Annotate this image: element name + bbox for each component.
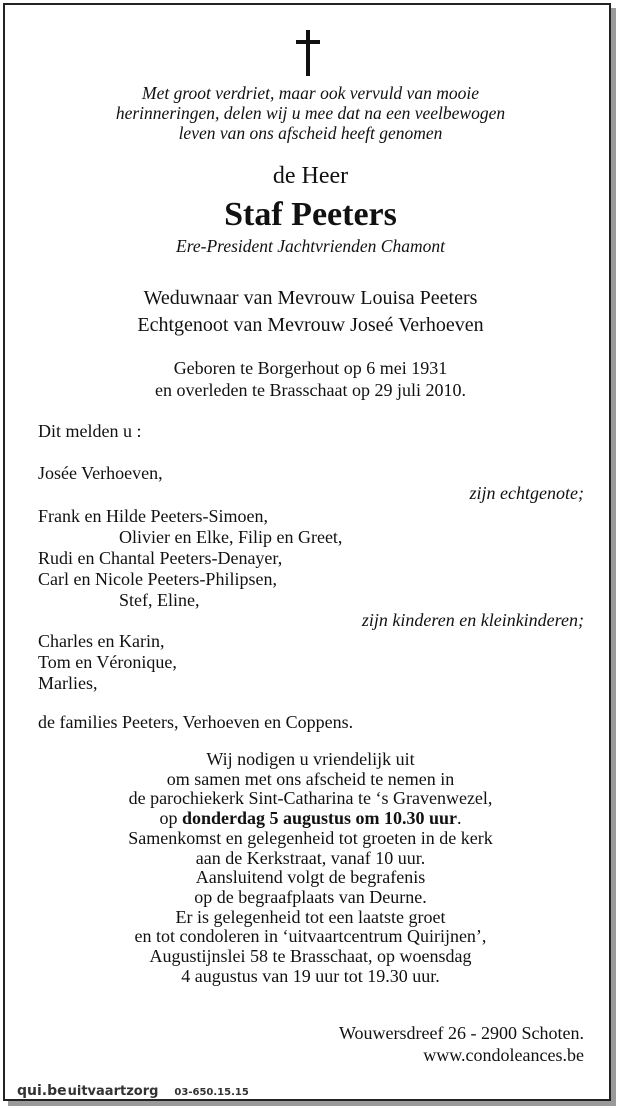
invitation-line: Samenkomst en gelegenheid tot groeten in de kerk	[128, 827, 493, 848]
family-grandchildren: Stef, Eline,	[119, 590, 200, 610]
invitation-line: de parochiekerk Sint-Catharina te ‘s Gravenwezel,	[128, 788, 493, 809]
invitation-line: Aansluitend volgt de begrafenis	[195, 867, 426, 888]
funeral-date: donderdag 5 augustus om 10.30 uur	[181, 808, 458, 829]
invitation-line: Wij nodigen u vriendelijk uit	[206, 749, 415, 769]
invitation-line: 4 augustus van 19 uur tot 19.30 uur.	[181, 965, 440, 986]
footer-branding	[17, 1080, 249, 1098]
intro-line: herinneringen, delen wij u mee dat na een veelbewogen	[115, 103, 506, 123]
intro-line: Met groot verdriet, maar ook vervuld van mooie	[142, 83, 479, 103]
invitation-text	[0, 750, 621, 986]
brand-logo: qui.be	[17, 1083, 67, 1099]
funeral-date-line: op donderdag 5 augustus om 10.30 uur.	[159, 808, 462, 829]
brand-subtitle: uitvaartzorg	[67, 1084, 159, 1099]
family-child: Frank en Hilde Peeters-Simoen,	[38, 506, 268, 526]
announce-text: Dit melden u :	[38, 421, 142, 441]
spouse-lines	[0, 285, 621, 339]
family-children-role: zijn kinderen en kleinkinderen;	[361, 610, 584, 630]
invitation-line: op de begraafplaats van Deurne.	[194, 886, 427, 907]
family-spouse-name: Josée Verhoeven,	[38, 463, 163, 483]
family-other: Tom en Véronique,	[38, 652, 177, 672]
intro-text	[0, 83, 621, 143]
invitation-line: en tot condoleren in ‘uitvaartcentrum Quirijnen’,	[134, 926, 487, 947]
website-link[interactable]: www.condoleances.be	[423, 1045, 584, 1065]
family-grandchildren: Olivier en Elke, Filip en Greet,	[119, 527, 343, 547]
family-child: Rudi en Chantal Peeters-Denayer,	[38, 548, 283, 568]
invitation-line: Augustijnslei 58 te Brasschaat, op woensdag	[149, 946, 472, 967]
birth-line: Geboren te Borgerhout op 6 mei 1931	[173, 358, 448, 378]
intro-line: leven van ons afscheid heeft genomen	[178, 123, 443, 143]
family-other: Marlies,	[38, 673, 98, 693]
spouse-line: Echtgenoot van Mevrouw Joseé Verhoeven	[137, 314, 484, 336]
contact-address: Wouwersdreef 26 - 2900 Schoten.	[339, 1023, 584, 1043]
deceased-title: Ere-President Jachtvrienden Chamont	[176, 236, 445, 256]
invitation-line: Er is gelegenheid tot een laatste groet	[175, 906, 446, 927]
death-line: en overleden te Brasschaat op 29 juli 2010.	[155, 380, 466, 400]
family-child: Carl en Nicole Peeters-Philipsen,	[38, 569, 277, 589]
salutation: de Heer	[272, 163, 349, 189]
spouse-line: Weduwnaar van Mevrouw Louisa Peeters	[143, 287, 478, 309]
deceased-name: Staf Peeters	[224, 196, 397, 233]
footer-phone: 03-650.15.15	[174, 1087, 249, 1098]
family-other: Charles en Karin,	[38, 631, 165, 651]
invitation-line: aan de Kerkstraat, vanaf 10 uur.	[195, 847, 426, 868]
cross-icon	[293, 30, 323, 76]
families-line: de families Peeters, Verhoeven en Coppens.	[38, 712, 354, 732]
birth-death	[0, 357, 621, 401]
family-spouse-role: zijn echtgenote;	[469, 483, 584, 503]
invitation-line: om samen met ons afscheid te nemen in	[166, 768, 455, 789]
